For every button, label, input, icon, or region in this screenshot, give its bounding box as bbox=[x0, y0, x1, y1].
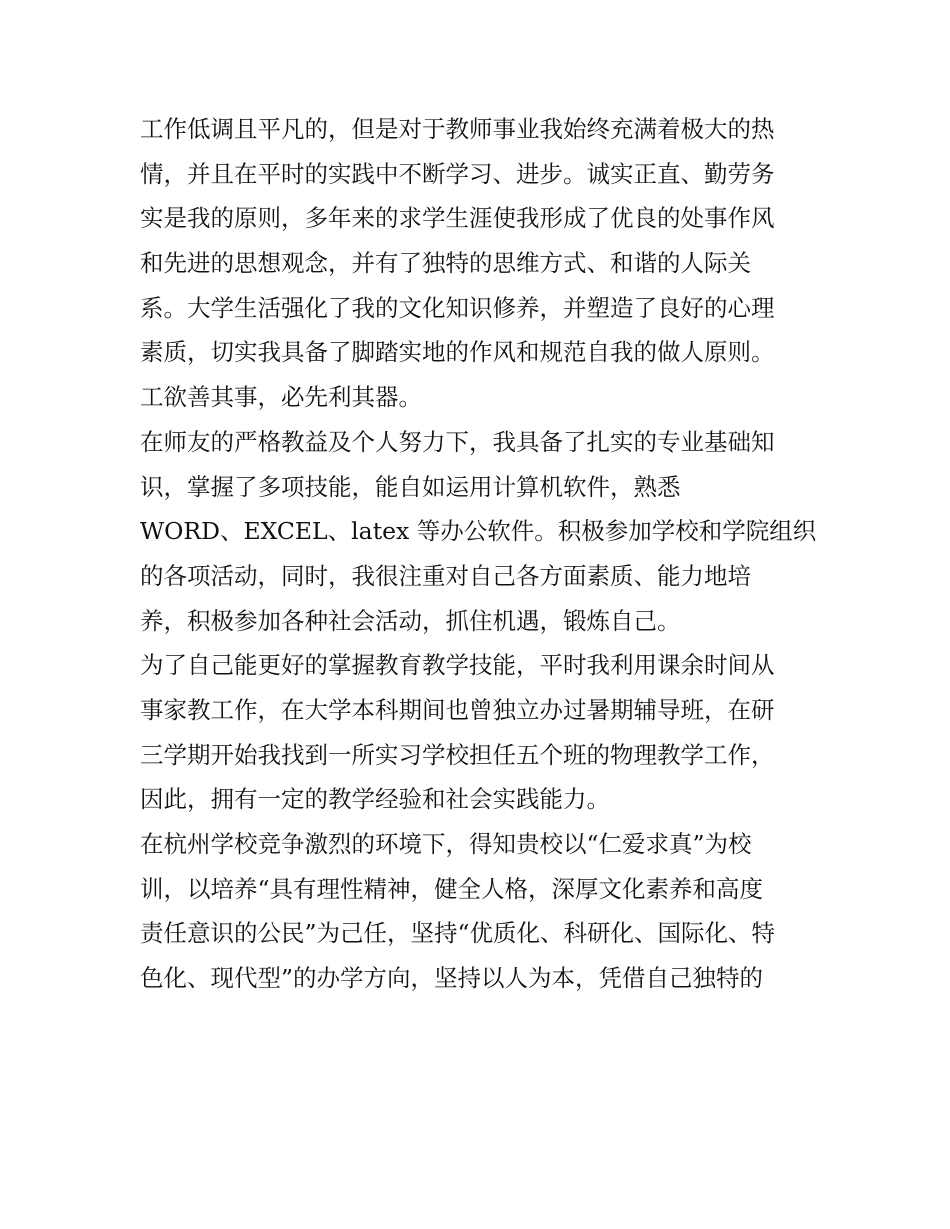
text-line: 在杭州学校竞争激烈的环境下，得知贵校以“仁爱求真”为校 bbox=[140, 830, 752, 858]
text-line: WORD、EXCEL、latex 等办公软件。积极参加学校和学院组织 bbox=[140, 517, 817, 546]
text-line: 和先进的思想观念，并有了独特的思维方式、和谐的人际关 bbox=[140, 249, 751, 278]
text-line: 色化、现代型”的办学方向，坚持以人为本，凭借自己独特的 bbox=[140, 964, 764, 993]
text-line: 养，积极参加各种社会活动，抓住机遇，锻炼自己。 bbox=[140, 606, 681, 635]
text-line: 训，以培养“具有理性精神，健全人格，深厚文化素养和高度 bbox=[140, 874, 764, 903]
text-line: 工作低调且平凡的，但是对于教师事业我始终充满着极大的热 bbox=[140, 115, 775, 143]
text-line: 因此，拥有一定的教学经验和社会实践能力。 bbox=[140, 785, 610, 814]
text-line: 在师友的严格教益及个人努力下，我具备了扎实的专业基础知 bbox=[140, 427, 775, 456]
text-line: 为了自己能更好的掌握教育教学技能，平时我利用课余时间从 bbox=[140, 651, 775, 680]
document-body bbox=[140, 107, 820, 1001]
text-line: 识，掌握了多项技能，能自如运用计算机软件，熟悉 bbox=[140, 472, 681, 501]
text-line: 系。大学生活强化了我的文化知识修养，并塑造了良好的心理 bbox=[140, 293, 775, 322]
text-line: 工欲善其事，必先利其器。 bbox=[140, 383, 422, 412]
text-line: 责任意识的公民”为己任，坚持“优质化、科研化、国际化、特 bbox=[140, 919, 776, 948]
text-line: 实是我的原则，多年来的求学生涯使我形成了优良的处事作风 bbox=[140, 204, 775, 233]
text-line: 素质，切实我具备了脚踏实地的作风和规范自我的做人原则。 bbox=[140, 338, 775, 367]
text-line: 的各项活动，同时，我很注重对自己各方面素质、能力地培 bbox=[140, 561, 751, 590]
text-line: 事家教工作，在大学本科期间也曾独立办过暑期辅导班，在研 bbox=[140, 695, 775, 724]
text-line: 情，并且在平时的实践中不断学习、进步。诚实正直、勤劳务 bbox=[140, 159, 775, 188]
text-line: 三学期开始我找到一所实习学校担任五个班的物理教学工作， bbox=[140, 740, 775, 769]
